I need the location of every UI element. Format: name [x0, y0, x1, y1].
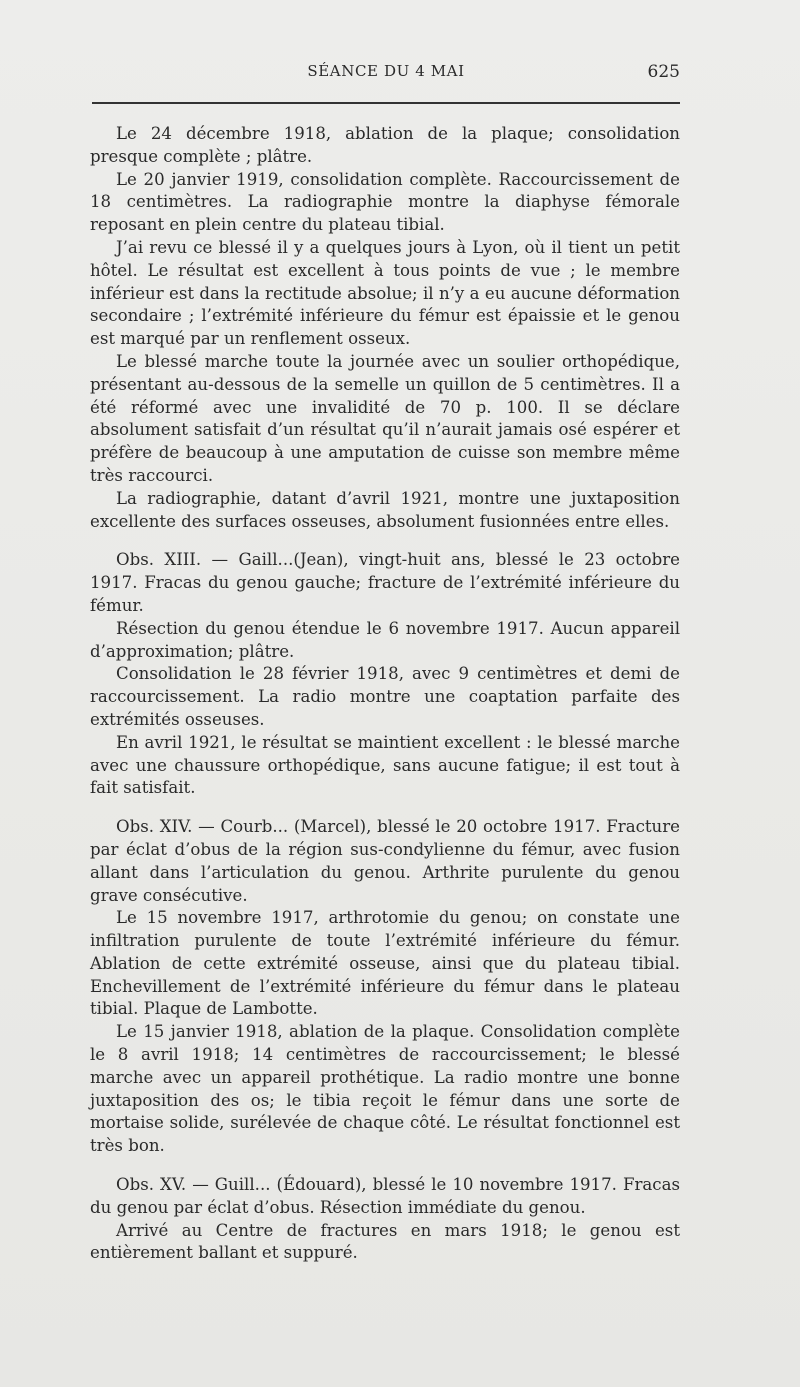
paragraph: Résection du genou étendue le 6 novembre 1917. Aucun appareil d’approximation; plâtre.	[90, 618, 680, 661]
observation-heading-paragraph: Obs. XIII. — Gaill...(Jean), vingt-huit ans, blessé le 23 octobre 1917. Fracas du genou gauche; fracture de l’extrémité inférieure du fémur.	[90, 550, 680, 615]
paragraph: Le 15 novembre 1917, arthrotomie du genou; on constate une infiltration purulente de toute l’extrémité inférieure du fémur. Ablation de cette extrémité osseuse, ainsi que du plateau tibial. Enchevillement de l’extrémité inférieure du fémur dans le plateau tibial. Plaque de Lambotte.	[90, 908, 680, 1019]
paragraph: Consolidation le 28 février 1918, avec 9 centimètres et demi de raccourcissement. La radio montre une coaptation parfaite des extrémités osseuses.	[90, 664, 680, 729]
paragraph: J’ai revu ce blessé il y a quelques jours à Lyon, où il tient un petit hôtel. Le résultat est excellent à tous points de vue ; le membre inférieur est dans la rectitude absolue; il n’y a eu aucune déformation secondaire ; l’extrémité inférieure du fémur est épaissie et le genou est marqué par un renflement osseux.	[90, 237, 680, 349]
header-rule	[92, 102, 680, 104]
paragraph: La radiographie, datant d’avril 1921, montre une juxtaposition excellente des surfaces osseuses, absolument fusionnées entre elles.	[90, 488, 680, 531]
paragraph: En avril 1921, le résultat se maintient excellent : le blessé marche avec une chaussure orthopédique, sans aucune fatigue; il est tout à fait satisfait.	[90, 732, 680, 798]
paragraph: Le 20 janvier 1919, consolidation complète. Raccourcissement de 18 centimètres. La radiographie montre la diaphyse fémorale reposant en plein centre du plateau tibial.	[90, 169, 680, 235]
paragraph: Le 24 décembre 1918, ablation de la plaque; consolidation presque complète ; plâtre.	[90, 124, 680, 166]
paragraph: Le 15 janvier 1918, ablation de la plaque. Consolidation complète le 8 avril 1918; 14 centimètres de raccourcissement; le blessé marche avec un appareil prothétique. La radio montre une bonne juxtaposition des os; le tibia reçoit le fémur dans une sorte de mortaise solide, surélevée de chaque côté. Le résultat fonctionnel est très bon.	[90, 1022, 680, 1156]
running-header	[92, 62, 680, 86]
observation-heading-paragraph: Obs. XV. — Guill... (Édouard), blessé le 10 novembre 1917. Fracas du genou par éclat d’obus. Résection immédiate du genou.	[90, 1175, 680, 1217]
observation-heading-paragraph: Obs. XIV. — Courb... (Marcel), blessé le 20 octobre 1917. Fracture par éclat d’obus de la région sus-condylienne du fémur, avec fusion allant dans l’articulation du genou. Arthrite purulente du genou grave consécutive.	[90, 817, 680, 905]
page-number: 625	[647, 62, 680, 82]
running-title: SÉANCE DU 4 MAI	[307, 62, 465, 80]
body-text	[90, 123, 680, 1265]
paragraph: Arrivé au Centre de fractures en mars 1918; le genou est entièrement ballant et suppuré.	[90, 1220, 680, 1263]
paragraph: Le blessé marche toute la journée avec un soulier orthopédique, présentant au-dessous de la semelle un quillon de 5 centimètres. Il a été réformé avec une invalidité de 70 p. 100. Il se déclare absolument satisfait d’un résultat qu’il n’aurait jamais osé espérer et préfère de beaucoup à une amputation de cuisse son membre même très raccourci.	[90, 351, 680, 485]
